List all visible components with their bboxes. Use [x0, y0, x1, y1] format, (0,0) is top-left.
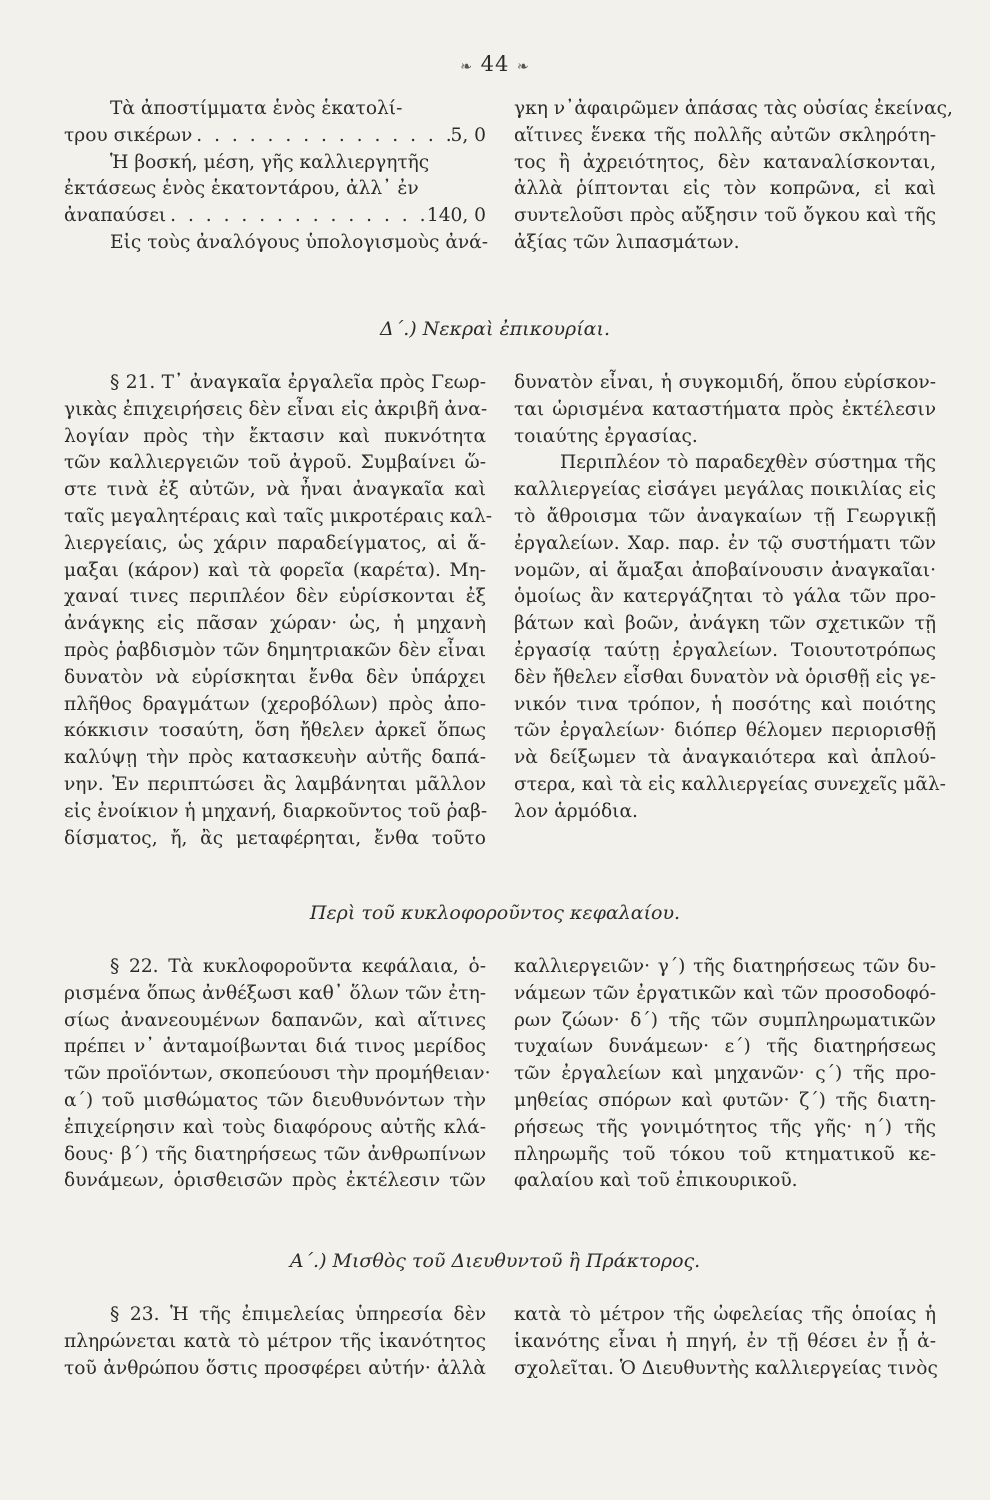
text-line: τυχαίων δυνάμεων· ε΄) τῆς διατηρήσεως — [514, 1036, 936, 1058]
text-line: καλύψῃ τὴν πρὸς κατασκευὴν αὐτῆς δαπά- — [64, 747, 486, 769]
dot-leader — [166, 203, 427, 230]
text-line: δυνατὸν νὰ εὑρίσκηται ἔνθα δὲν ὑπάρχει — [64, 666, 486, 688]
text-line: § 22. Τὰ κυκλοφοροῦντα κεφάλαια, ὁ- — [110, 956, 486, 977]
text-line: ἐκτάσεως ἑνὸς ἑκατοντάρου, ἀλλ᾽ ἐν — [64, 178, 419, 200]
text-line: ρήσεως τῆς γονιμότητος τῆς γῆς· η΄) τῆς — [514, 1116, 936, 1138]
text-line: πληρώνεται κατὰ τὸ μέτρον τῆς ἱκανότητος — [64, 1330, 486, 1352]
text-line: νομῶν, αἱ ἅμαξαι ἀποβαίνουσιν ἀναγκαῖαι· — [514, 559, 936, 581]
text-line: ἀλλὰ ῥίπτονται εἰς τὸν κοπρῶνα, εἰ καὶ — [514, 178, 936, 200]
text-line: χαναί τινες περιπλέον δὲν εὑρίσκονται ἐξ — [64, 586, 486, 608]
text-line: τῶν ἐργαλείων καὶ μηχανῶν· ς΄) τῆς προ- — [514, 1063, 936, 1085]
ornament-left-icon: ❧ — [460, 59, 473, 75]
text-line: τῶν προϊόντων, σκοπεύουσι τὴν προμήθειαν· — [64, 1063, 491, 1085]
price-row — [64, 203, 486, 230]
text-line: πλῆθος δραγμάτων (χεροβόλων) πρὸς ἀπο- — [64, 693, 486, 715]
price-value: 5, 0 — [450, 124, 486, 146]
text-line: σχολεῖται. Ὁ Διευθυντὴς καλλιεργείας τινὸς — [514, 1357, 938, 1379]
text-line: δίσματος, ἤ, ἂς μεταφέρηται, ἔνθα τοῦτο — [64, 827, 486, 849]
text-line: γικὰς ἐπιχειρήσεις δὲν εἶναι εἰς ἀκριβῆ ἀνα- — [64, 398, 488, 420]
text-line: πληρωμῆς τοῦ τόκου τοῦ κτηματικοῦ κε- — [514, 1143, 936, 1165]
price-label: ἀναπαύσει — [64, 205, 167, 227]
text-line: σίως ἀνανεουμένων δαπανῶν, καὶ αἵτινες — [64, 1009, 486, 1031]
section-heading-peri: Περὶ τοῦ κυκλοφοροῦντος κεφαλαίου. — [309, 902, 681, 924]
page-number — [0, 52, 990, 76]
dot-leader — [192, 123, 450, 150]
text-line: ἐργαλείων. Χαρ. παρ. ἐν τῷ συστήματι τῶν — [514, 532, 936, 554]
text-line: αἵτινες ἕνεκα τῆς πολλῆς αὐτῶν σκληρότη- — [514, 124, 936, 146]
text-line: Περιπλέον τὸ παραδεχθὲν σύστημα τῆς — [560, 452, 936, 474]
text-line: τῶν καλλιεργειῶν τοῦ ἀγροῦ. Συμβαίνει ὥ- — [64, 452, 486, 474]
text-line: ρισμένα ὅπως ἀνθέξωσι καθ᾽ ὅλων τῶν ἐτη- — [64, 982, 486, 1004]
text-line: § 23. Ἡ τῆς ἐπιμελείας ὑπηρεσία δὲν — [110, 1304, 486, 1325]
text-line: ὁμοίως ἂν κατεργάζηται τὸ γάλα τῶν προ- — [514, 586, 936, 608]
text-line: τὸ ἄθροισμα τῶν ἀναγκαίων τῇ Γεωργικῇ — [514, 505, 936, 527]
text-line: λιεργείαις, ὡς χάριν παραδείγματος, αἱ ἅ- — [64, 532, 486, 554]
text-line: νην. Ἐν περιπτώσει ἂς λαμβάνηται μᾶλλον — [64, 773, 486, 795]
section-heading-nekrai: Δ΄.) Νεκραὶ ἐπικουρίαι. — [379, 318, 610, 340]
text-line: ται ὡρισμένα καταστήματα πρὸς ἐκτέλεσιν — [514, 398, 936, 420]
text-line: Τὰ ἀποστίμματα ἑνὸς ἑκατολί- — [110, 98, 403, 119]
section-heading-misthos: Α΄.) Μισθὸς τοῦ Διευθυντοῦ ἢ Πράκτορος. — [289, 1250, 701, 1272]
text-line: ἀξίας τῶν λιπασμάτων. — [514, 231, 740, 253]
text-line: καλλιεργείας εἰσάγει μεγάλας ποικιλίας εἰς — [514, 479, 936, 501]
text-line: ἀνάγκης εἰς πᾶσαν χώραν· ὡς, ἡ μηχανὴ — [64, 613, 486, 635]
sec23-right-column — [514, 1302, 936, 1382]
text-line: νικόν τινα τρόπον, ἡ ποσότης καὶ ποιότης — [514, 693, 936, 715]
text-line: μαξαι (κάρον) καὶ τὰ φορεῖα (καρέτα). Μη- — [64, 559, 486, 581]
sec22-left-column — [64, 954, 491, 1195]
text-line: πρέπει ν᾽ ἀνταμοίβωνται διά τινος μερίδος — [64, 1036, 486, 1058]
text-line: βάτων καὶ βοῶν, ἀνάγκη τῶν σχετικῶν τῇ — [514, 613, 936, 635]
text-line: δὲν ἤθελεν εἶσθαι δυνατὸν νὰ ὁρισθῇ εἰς γε- — [514, 666, 936, 688]
text-line: ρων ζώων· δ΄) τῆς τῶν συμπληρωματικῶν — [514, 1009, 936, 1031]
text-line: τοιαύτης ἐργασίας. — [514, 425, 698, 447]
text-line: δυνατὸν εἶναι, ἡ συγκομιδή, ὅπου εὑρίσκον- — [514, 372, 936, 393]
text-line: Ἡ βοσκή, μέση, γῆς καλλιεργητῆς — [110, 151, 430, 173]
text-line: κατὰ τὸ μέτρον τῆς ὠφελείας τῆς ὁποίας ἡ — [514, 1304, 936, 1325]
price-label: τρου σικέρων — [64, 124, 193, 146]
sec21-left-column — [64, 370, 493, 852]
price-value: 140, 0 — [426, 205, 486, 227]
text-line: νάμεων τῶν ἐργατικῶν καὶ τῶν προσοδοφό- — [514, 982, 936, 1004]
text-line: νὰ δείξωμεν τὰ ἀναγκαιότερα καὶ ἁπλού- — [514, 747, 936, 769]
text-line: Εἰς τοὺς ἀναλόγους ὑπολογισμοὺς ἀνά- — [110, 231, 489, 253]
text-line: καλλιεργειῶν· γ΄) τῆς διατηρήσεως τῶν δυ- — [514, 956, 936, 977]
text-line: πρὸς ῥαβδισμὸν τῶν δημητριακῶν δὲν εἶναι — [64, 639, 486, 661]
text-line: ἐργασίᾳ ταύτῃ ἐργαλείων. Τοιουτοτρόπως — [514, 639, 936, 661]
text-line: δυνάμεων, ὁρισθεισῶν πρὸς ἐκτέλεσιν τῶν — [64, 1170, 486, 1192]
text-line: α΄) τοῦ μισθώματος τῶν διευθυνόντων τὴν — [64, 1089, 486, 1111]
text-line: στε τινὰ ἐξ αὐτῶν, νὰ ἦναι ἀναγκαῖα καὶ — [64, 479, 486, 501]
text-line: ταῖς μεγαλητέραις καὶ ταῖς μικροτέραις καλ- — [64, 505, 493, 527]
text-line: τοῦ ἀνθρώπου ὅστις προσφέρει αὐτήν· ἀλλὰ — [64, 1357, 486, 1379]
text-line: § 21. Τ᾽ ἀναγκαῖα ἐργαλεῖα πρὸς Γεωρ- — [110, 372, 486, 393]
text-line: ἐπιχείρησιν καὶ τοὺς διαφόρους αὐτῆς κλά- — [64, 1116, 486, 1138]
text-line: ἱκανότης εἶναι ἡ πηγή, ἐν τῇ θέσει ἐν ᾗ ἀ- — [514, 1330, 936, 1352]
text-line: τος ἢ ἀχρειότητος, δὲν καταναλίσκονται, — [514, 151, 936, 173]
text-line: δους· β΄) τῆς διατηρήσεως τῶν ἀνθρωπίνων — [64, 1143, 486, 1165]
ornament-right-icon: ❧ — [517, 59, 530, 75]
sec22-right-column — [514, 954, 936, 1195]
text-line: κόκκισιν τοσαύτη, ὅση ἤθελεν ἀρκεῖ ὅπως — [64, 720, 486, 742]
top-left-column — [64, 96, 489, 257]
text-line: λογίαν πρὸς τὴν ἔκτασιν καὶ πυκνότητα — [64, 425, 486, 447]
price-row — [64, 123, 486, 150]
text-line: μηθείας σπόρων καὶ φυτῶν· ζ΄) τῆς διατη- — [514, 1089, 936, 1111]
text-line: φαλαίου καὶ τοῦ ἐπικουρικοῦ. — [514, 1170, 798, 1192]
text-line: εἰς ἐνοίκιον ἡ μηχανή, διαρκοῦντος τοῦ ῥαβ- — [64, 800, 488, 822]
top-right-column — [514, 96, 953, 257]
text-line: τῶν ἐργαλείων· διόπερ θέλομεν περιορισθῇ — [514, 720, 936, 742]
text-line: στερα, καὶ τὰ εἰς καλλιεργείας συνεχεῖς μᾶλ- — [514, 773, 946, 795]
text-line: λον ἁρμόδια. — [514, 800, 638, 822]
text-line: γκη ν᾽ἀφαιρῶμεν ἁπάσας τὰς οὐσίας ἐκείνας, — [514, 98, 953, 119]
text-line: συντελοῦσι πρὸς αὔξησιν τοῦ ὄγκου καὶ τῆς — [514, 205, 936, 227]
page-number-text: 44 — [480, 52, 510, 76]
sec21-right-column — [514, 370, 946, 826]
sec23-left-column — [64, 1302, 486, 1382]
